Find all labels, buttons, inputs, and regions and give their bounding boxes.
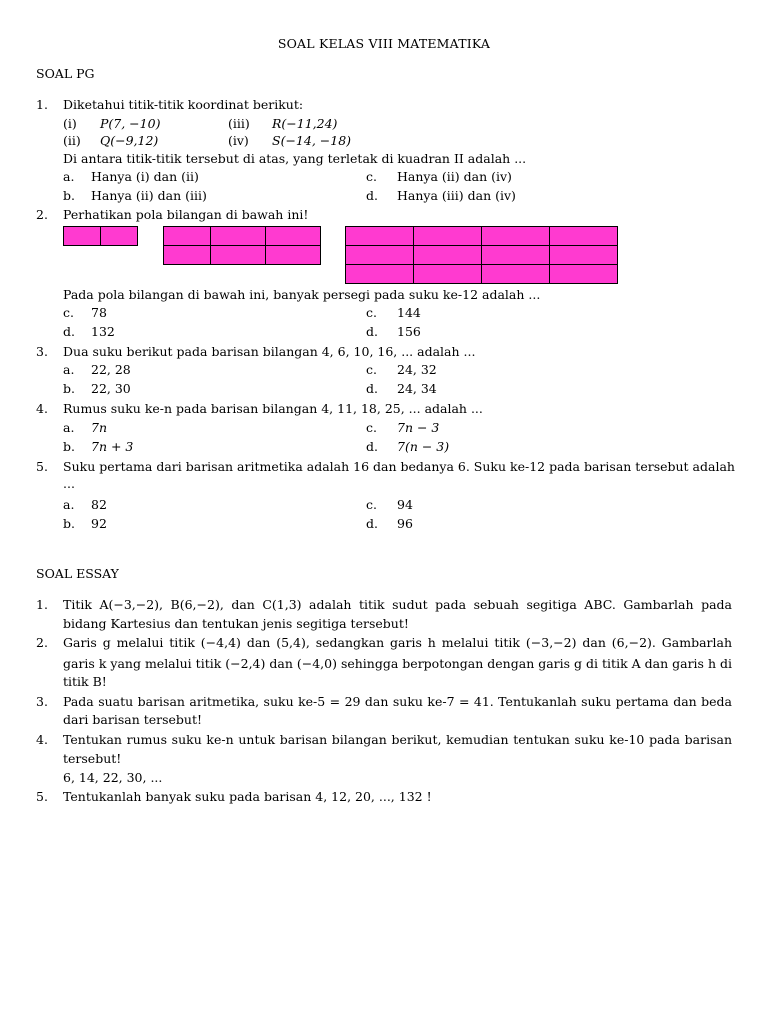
q1-a-label: a. [63,169,75,184]
q2-d-option: 156 [397,324,421,339]
q3-d-option: 24, 34 [397,381,437,396]
q2-b-label: d. [63,324,75,339]
q3-number: 3. [36,344,48,359]
q5-a-option: 82 [91,497,107,512]
q3-b-label: b. [63,381,75,396]
q4-stem: Rumus suku ke-n pada barisan bilangan 4, 11, 18, 25, ... adalah ... [63,401,483,416]
essay2-line3: titik B! [63,674,107,689]
q1-c-option: Hanya (ii) dan (iv) [397,169,512,184]
q4-d-option: 7(n − 3) [397,439,450,454]
essay4-sequence: 6, 14, 22, 30, ... [63,770,163,785]
essay3-line1: Pada suatu barisan aritmetika, suku ke-5 = 29 dan suku ke-7 = 41. Tentukanlah suku pertama dan beda [63,694,732,709]
q3-c-label: c. [366,362,377,377]
pattern-term-1 [63,226,138,246]
q4-number: 4. [36,401,48,416]
essay5-line1: Tentukanlah banyak suku pada barisan 4, 12, 20, ..., 132 ! [63,789,432,804]
q5-d-option: 96 [397,516,413,531]
q1-iii-label: (iii) [228,116,250,131]
essay5-number: 5. [36,789,48,804]
pattern-term-2 [163,226,321,265]
q1-b-option: Hanya (ii) dan (iii) [91,188,207,203]
essay2-line1: Garis g melalui titik (−4,4) dan (5,4), sedangkan garis h melalui titik (−3,−2) dan (6,−2). Gambarlah [63,635,732,650]
q2-d-label: d. [366,324,378,339]
q3-a-label: a. [63,362,75,377]
q5-c-label: c. [366,497,377,512]
q5-a-label: a. [63,497,75,512]
q5-stem: Suku pertama dari barisan aritmetika adalah 16 dan bedanya 6. Suku ke-12 pada barisan tersebut adalah [63,459,735,474]
q2-a-option: 78 [91,305,107,320]
essay-section-title: SOAL ESSAY [36,566,119,581]
q4-a-label: a. [63,420,75,435]
essay2-number: 2. [36,635,48,650]
q1-d-label: d. [366,188,378,203]
q1-iii-value: R(−11,24) [272,116,338,131]
q5-d-label: d. [366,516,378,531]
q5-c-option: 94 [397,497,413,512]
q4-b-option: 7n + 3 [91,439,134,454]
q1-number: 1. [36,97,48,112]
q1-ii-label: (ii) [63,133,81,148]
q4-c-option: 7n − 3 [397,420,440,435]
q3-c-option: 24, 32 [397,362,437,377]
q5-number: 5. [36,459,48,474]
essay3-line2: dari barisan tersebut! [63,712,203,727]
essay4-line2: tersebut! [63,751,122,766]
q1-c-label: c. [366,169,377,184]
q1-iv-value: S(−14, −18) [272,133,352,148]
q2-question: Pada pola bilangan di bawah ini, banyak persegi pada suku ke-12 adalah ... [63,287,541,302]
q1-iv-label: (iv) [228,133,249,148]
essay1-line1: Titik A(−3,−2), B(6,−2), dan C(1,3) adalah titik sudut pada sebuah segitiga ABC. Gambarlah pada [63,597,732,612]
q1-d-option: Hanya (iii) dan (iv) [397,188,516,203]
q3-b-option: 22, 30 [91,381,131,396]
q3-d-label: d. [366,381,378,396]
q1-a-option: Hanya (i) dan (ii) [91,169,199,184]
q2-b-option: 132 [91,324,115,339]
q1-b-label: b. [63,188,75,203]
q4-d-label: d. [366,439,378,454]
q3-a-option: 22, 28 [91,362,131,377]
essay1-number: 1. [36,597,48,612]
essay2-line2: garis k yang melalui titik (−2,4) dan (−4,0) sehingga berpotongan dengan garis g di titik A dan garis h di [63,656,732,671]
q1-ii-value: Q(−9,12) [100,133,159,148]
essay4-line1: Tentukan rumus suku ke-n untuk barisan bilangan berikut, kemudian tentukan suku ke-10 pada barisan [63,732,732,747]
q5-stem-continued: ... [63,476,75,491]
essay1-line2: bidang Kartesius dan tentukan jenis segitiga tersebut! [63,616,409,631]
q1-i-label: (i) [63,116,77,131]
q2-stem: Perhatikan pola bilangan di bawah ini! [63,207,309,222]
q2-a-label: c. [63,305,74,320]
page-title: SOAL KELAS VIII MATEMATIKA [277,36,491,51]
q1-i-value: P(7, −10) [100,116,161,131]
pg-section-title: SOAL PG [36,66,95,81]
q1-stem: Diketahui titik-titik koordinat berikut: [63,97,304,112]
q5-b-label: b. [63,516,75,531]
q2-c-option: 144 [397,305,421,320]
q4-b-label: b. [63,439,75,454]
q2-c-label: c. [366,305,377,320]
q5-b-option: 92 [91,516,107,531]
q3-stem: Dua suku berikut pada barisan bilangan 4, 6, 10, 16, ... adalah ... [63,344,476,359]
q4-a-option: 7n [91,420,108,435]
q2-number: 2. [36,207,48,222]
q4-c-label: c. [366,420,377,435]
essay4-number: 4. [36,732,48,747]
pattern-term-3 [345,226,618,284]
essay3-number: 3. [36,694,48,709]
q1-question: Di antara titik-titik tersebut di atas, yang terletak di kuadran II adalah ... [63,151,527,166]
